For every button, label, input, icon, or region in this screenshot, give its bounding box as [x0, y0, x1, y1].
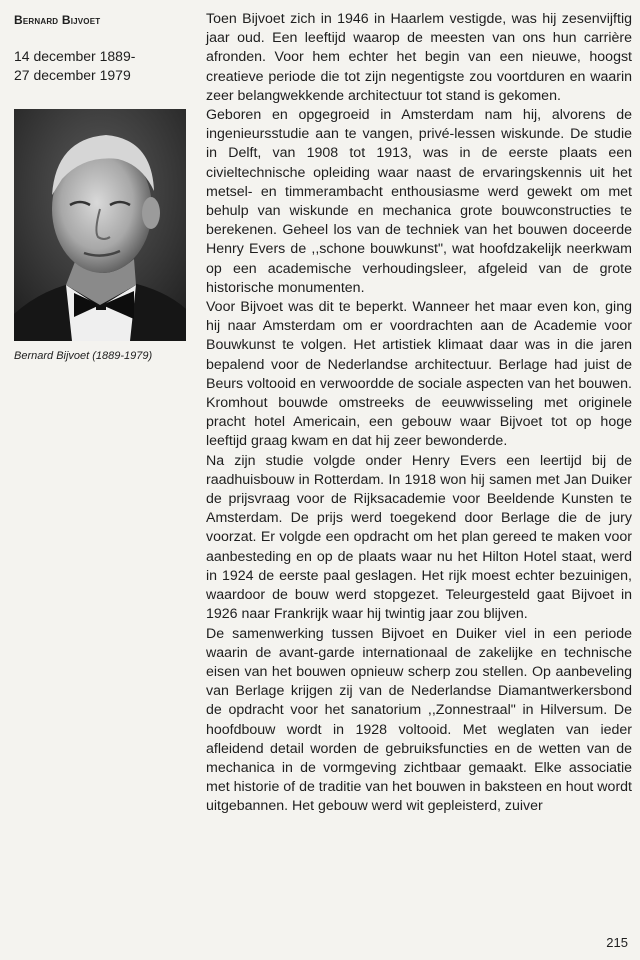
article-body	[206, 10, 632, 817]
subject-name: Bernard Bijvoet	[14, 13, 101, 27]
paragraph: Toen Bijvoet zich in 1946 in Haarlem vestigde, was hij zesenvijftig jaar oud. Een leeftijd waarop de meesten van ons hun carrière afronden. Voor hem echter het begin van een nieuwe, hoogst creatieve periode die tot zijn negentigste zou voortduren en waarin zeer belangwekkende architectuur tot stand is gekomen.	[206, 11, 632, 104]
photo-caption: Bernard Bijvoet (1889-1979)	[14, 350, 153, 362]
paragraph: Voor Bijvoet was dit te beperkt. Wanneer het maar even kon, ging hij naar Amsterdam om er voordrachten aan de Academie voor Bouwkunst te volgen. Het artistiek klimaat daar was in die jaren bepalend voor de Nederlandse architectuur. Berlage had juist de Beurs voltooid en verwoordde de sociale aspecten van het bouwen. Kromhout bouwde omstreeks de eeuwwisseling met originele pracht hotel Americain, een gebouw waar Bijvoet tot op hoge leeftijd graag kwam en dat hij zeer bewonderde.	[206, 299, 632, 450]
life-dates	[14, 47, 190, 85]
sidebar	[14, 10, 190, 362]
page-number: 215	[606, 935, 628, 950]
paragraph: De samenwerking tussen Bijvoet en Duiker viel in een periode waarin de avant-garde internationaal de zakelijke en technische eisen van het bouwen opnieuw scherp zou stellen. Op aanbeveling van Berlage krijgen zij van de Nederlandse Diamantwerkersbond de opdracht voor het sanatorium ,,Zonnestraal" in Hilversum. De hoofdbouw wordt in 1928 voltooid. Met weglaten van ieder afleidend detail worden de gebruiksfuncties en de wetten van de mechanica in de vormgeving zichtbaar gemaakt. Elke associatie met historie of de traditie van het bouwen in baksteen en hout wordt uitgebannen. Het gebouw werd wit gepleisterd, zuiver	[206, 625, 632, 815]
birth-date: 14 december 1889-	[14, 48, 136, 64]
paragraph: Geboren en opgegroeid in Amsterdam nam hij, alvorens de ingenieursstudie aan te vangen, privé-lessen wiskunde. De studie in Delft, van 1908 tot 1913, was in de eerste plaats een civieltechnische opleiding waar naast de ervaringskennis uit het metsel- en timmerambacht enthousiasme werd gewekt om met behulp van wiskunde en mechanica grote bouwconstructies te berekenen. Geheel los van de techniek van het bouwen doceerde Henry Evers de ,,schone bouwkunst", wat hoofdzakelijk neerkwam op een academische verhoudingsleer, afgeleid van de grote historische monumenten.	[206, 107, 632, 296]
portrait-photo	[14, 109, 186, 341]
death-date: 27 december 1979	[14, 67, 131, 83]
paragraph: Na zijn studie volgde onder Henry Evers een leertijd bij de raadhuisbouw in Rotterdam. In 1918 won hij samen met Jan Duiker de prijsvraag voor de Rijksacademie voor Beeldende Kunsten te Amsterdam. De prijs werd toegekend door Berlage die de jury voorzat. Er volgde een opdracht om het plan gereed te maken voor aanbesteding en op de plaats waar nu het Hilton Hotel staat, werd in 1924 de eerste paal geslagen. Het rijk moest echter bezuinigen, waardoor de bouw werd stopgezet. Teleurgesteld gaat Bijvoet in 1926 naar Frankrijk waar hij twintig jaar zou blijven.	[206, 452, 632, 623]
